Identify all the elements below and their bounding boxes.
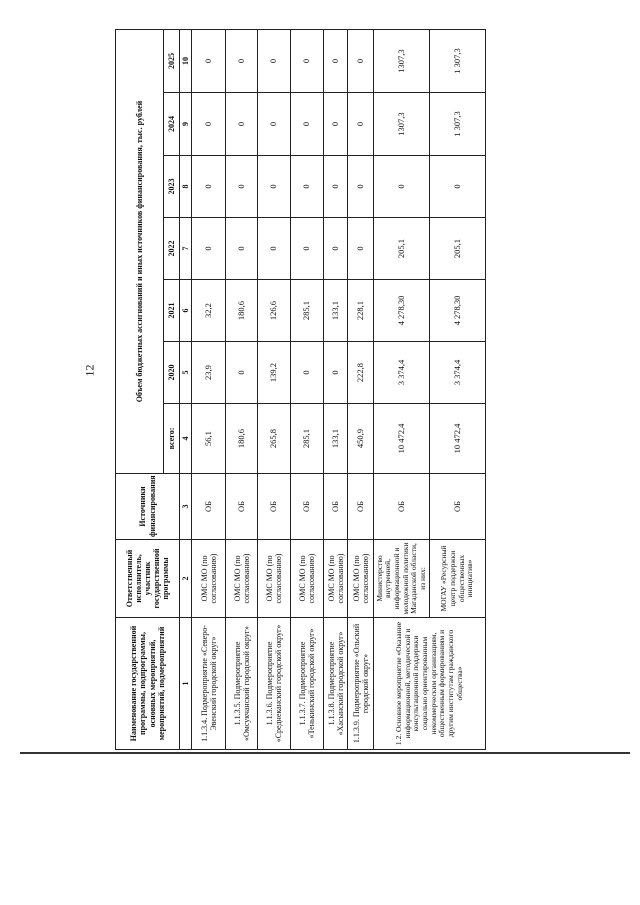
row-value-2023: 0 xyxy=(192,156,226,218)
row-value-2022: 0 xyxy=(258,218,291,280)
row-executor: ОМС МО (по согласованию) xyxy=(348,540,374,618)
row-value-2024: 0 xyxy=(258,93,291,156)
row-value-2023: 0 xyxy=(374,156,430,218)
row-total: 285,1 xyxy=(291,404,324,474)
row-value-2022: 205,1 xyxy=(374,218,430,280)
row-total: 10 472,4 xyxy=(374,404,430,474)
row-value-2024: 0 xyxy=(348,93,374,156)
row-value-2022: 0 xyxy=(291,218,324,280)
header-total: всего: xyxy=(164,404,180,474)
row-value-2022: 0 xyxy=(226,218,258,280)
rotated-page xyxy=(115,30,485,750)
row-value-2021: 228,1 xyxy=(348,280,374,342)
row-value-2025: 1307,3 xyxy=(374,29,430,92)
main-event-name: 1.2. Основное мероприятие «Оказание информационной, методической и консультационной поддержки социально ориентированным некоммерческим организациям, общественным формированиям и другим институтам гражданского общества» xyxy=(374,618,486,750)
row-value-2021: 180,6 xyxy=(226,280,258,342)
row-value-2020: 139,2 xyxy=(258,342,291,404)
row-total: 180,6 xyxy=(226,404,258,474)
row-source: ОБ xyxy=(192,474,226,540)
row-value-2025: 0 xyxy=(291,29,324,92)
row-value-2020: 3 374,4 xyxy=(430,342,486,404)
column-number: 3 xyxy=(180,474,192,540)
rotated-table-container xyxy=(115,30,485,750)
row-name: 1.1.3.9. Подмероприятие «Ольский городской округ» xyxy=(348,618,374,750)
row-executor: ОМС МО (по согласованию) xyxy=(258,540,291,618)
row-value-2022: 205,1 xyxy=(430,218,486,280)
page-number: 12 xyxy=(82,364,97,377)
row-value-2025: 0 xyxy=(348,29,374,92)
row-value-2021: 126,6 xyxy=(258,280,291,342)
header-year: 2022 xyxy=(164,218,180,280)
row-value-2025: 0 xyxy=(192,29,226,92)
row-value-2024: 0 xyxy=(192,93,226,156)
row-value-2020: 0 xyxy=(226,342,258,404)
row-value-2023: 0 xyxy=(226,156,258,218)
row-value-2021: 285,1 xyxy=(291,280,324,342)
row-value-2020: 222,8 xyxy=(348,342,374,404)
row-executor: ОМС МО (по согласованию) xyxy=(192,540,226,618)
header-name: Наименование государственной программы, подпрограммы, основных мероприятий, мероприятий, подмероприятий xyxy=(116,618,180,750)
row-value-2023: 0 xyxy=(348,156,374,218)
header-row-1 xyxy=(116,29,164,749)
column-number: 2 xyxy=(180,540,192,618)
row-value-2025: 0 xyxy=(324,29,348,92)
row-value-2020: 0 xyxy=(291,342,324,404)
row-source: ОБ xyxy=(374,474,430,540)
column-number: 9 xyxy=(180,93,192,156)
row-value-2020: 3 374,4 xyxy=(374,342,430,404)
main-event-executor-resource-center: МОГАУ «Ресурсный центр поддержки общественных инициатив» xyxy=(430,540,486,618)
table-row xyxy=(324,29,348,749)
row-total: 10 472,4 xyxy=(430,404,486,474)
row-value-2025: 0 xyxy=(258,29,291,92)
header-executor: Ответственный исполнитель, участник государственной программы xyxy=(116,540,180,618)
header-year: 2021 xyxy=(164,280,180,342)
row-total: 56,1 xyxy=(192,404,226,474)
table-row xyxy=(291,29,324,749)
row-value-2021: 133,1 xyxy=(324,280,348,342)
row-name: 1.1.3.7. Подмероприятие «Тенькинский городской округ» xyxy=(291,618,324,750)
table-row xyxy=(226,29,258,749)
table-row xyxy=(192,29,226,749)
table-row xyxy=(258,29,291,749)
row-value-2025: 0 xyxy=(226,29,258,92)
row-source: ОБ xyxy=(258,474,291,540)
row-source: ОБ xyxy=(291,474,324,540)
row-value-2022: 0 xyxy=(192,218,226,280)
funding-table xyxy=(115,29,486,750)
row-executor: ОМС МО (по согласованию) xyxy=(226,540,258,618)
row-value-2021: 4 278,30 xyxy=(374,280,430,342)
row-value-2022: 0 xyxy=(348,218,374,280)
row-source: ОБ xyxy=(348,474,374,540)
column-number: 5 xyxy=(180,342,192,404)
row-value-2024: 0 xyxy=(226,93,258,156)
row-value-2024: 0 xyxy=(291,93,324,156)
header-year: 2025 xyxy=(164,29,180,92)
row-value-2023: 0 xyxy=(291,156,324,218)
row-name: 1.1.3.6. Подмероприятие «Среднеканский городской округ» xyxy=(258,618,291,750)
row-total: 450,9 xyxy=(348,404,374,474)
row-value-2024: 0 xyxy=(324,93,348,156)
row-source: ОБ xyxy=(324,474,348,540)
row-value-2023: 0 xyxy=(324,156,348,218)
header-year: 2024 xyxy=(164,93,180,156)
row-executor: ОМС МО (по согласованию) xyxy=(324,540,348,618)
row-value-2023: 0 xyxy=(258,156,291,218)
column-number: 6 xyxy=(180,280,192,342)
row-value-2020: 0 xyxy=(324,342,348,404)
row-name: 1.1.3.5. Подмероприятие «Омсукчанский городской округ» xyxy=(226,618,258,750)
row-value-2024: 1 307,3 xyxy=(430,93,486,156)
row-value-2021: 4 278,30 xyxy=(430,280,486,342)
main-event-executor-ministry: Министерство внутренней, информационной и молодежной политики Магаданской области, из них: xyxy=(374,540,430,618)
row-name: 1.1.3.8. Подмероприятие «Хасынский городской округ» xyxy=(324,618,348,750)
header-year: 2020 xyxy=(164,342,180,404)
header-source: Источники финансирования xyxy=(116,474,180,540)
row-source: ОБ xyxy=(226,474,258,540)
column-number: 4 xyxy=(180,404,192,474)
header-year: 2023 xyxy=(164,156,180,218)
row-value-2021: 32,2 xyxy=(192,280,226,342)
column-number: 1 xyxy=(180,618,192,750)
column-number-row xyxy=(180,29,192,749)
row-value-2024: 1307,3 xyxy=(374,93,430,156)
row-total: 265,8 xyxy=(258,404,291,474)
page-divider xyxy=(20,752,630,754)
column-number: 10 xyxy=(180,29,192,92)
header-volume: Объем бюджетных ассигнований и иных источников финансирования, тыс. рублей xyxy=(116,29,164,473)
row-name: 1.1.3.4. Подмероприятие «Северо-Эвенский городской округ» xyxy=(192,618,226,750)
row-value-2023: 0 xyxy=(430,156,486,218)
table-row xyxy=(348,29,374,749)
row-value-2020: 23,9 xyxy=(192,342,226,404)
row-total: 133,1 xyxy=(324,404,348,474)
table-row-main-event xyxy=(374,29,430,749)
row-value-2025: 1 307,3 xyxy=(430,29,486,92)
column-number: 8 xyxy=(180,156,192,218)
row-source: ОБ xyxy=(430,474,486,540)
row-executor: ОМС МО (по согласованию) xyxy=(291,540,324,618)
column-number: 7 xyxy=(180,218,192,280)
row-value-2022: 0 xyxy=(324,218,348,280)
